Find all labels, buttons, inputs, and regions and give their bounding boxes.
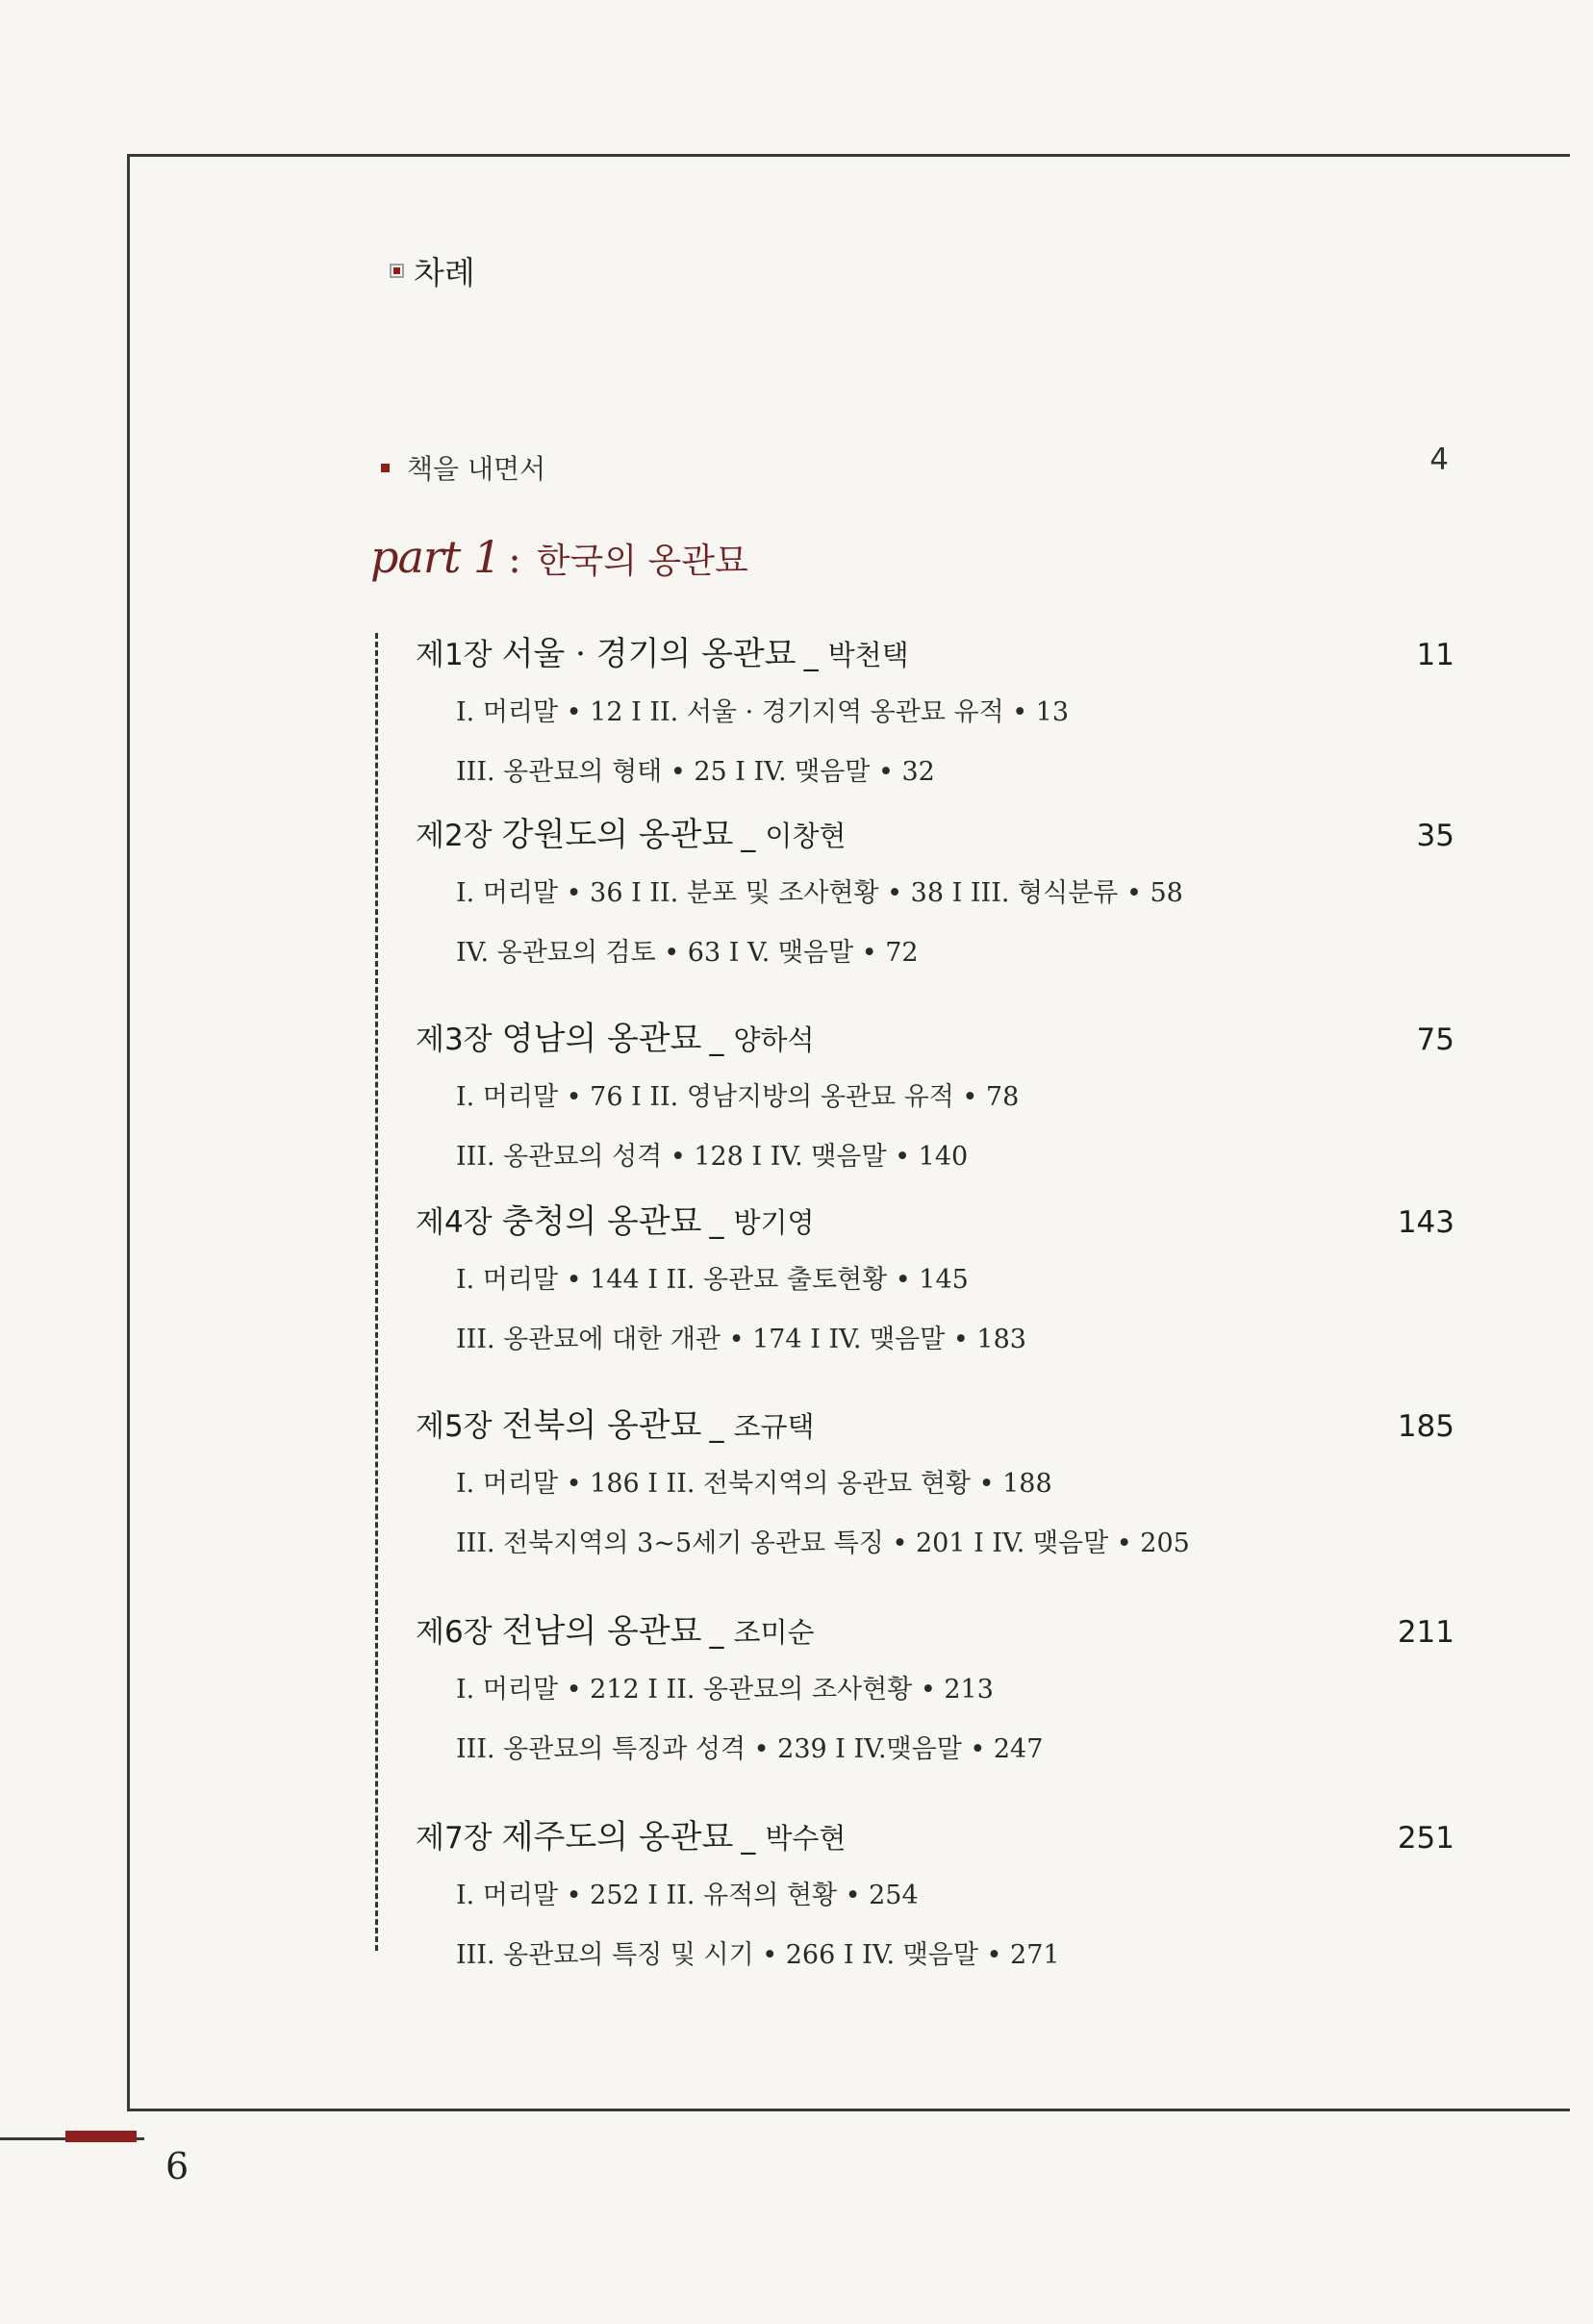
dashed-guide-line	[375, 633, 378, 1951]
chapter-number: 제6장	[416, 1615, 493, 1650]
page-number: 6	[165, 2145, 190, 2187]
chapter-title-row	[416, 627, 1454, 673]
section-line: I. 머리말 • 212 I II. 옹관묘의 조사현황 • 213	[456, 1675, 994, 1705]
chapter-separator: _	[709, 1616, 724, 1650]
chapter-page: 251	[1397, 1821, 1454, 1856]
chapter-number: 제7장	[416, 1821, 493, 1856]
chapter-author: 이창현	[765, 820, 847, 852]
chapter-title: 강원도의 옹관묘	[501, 816, 734, 854]
chapter-number: 제1장	[416, 638, 493, 672]
chapter-separator: _	[709, 1023, 724, 1057]
section-line: III. 옹관묘의 특징 및 시기 • 266 I IV. 맺음말 • 271	[456, 1940, 1060, 1970]
chapter-2[interactable]	[416, 808, 1454, 983]
chapter-title: 제주도의 옹관묘	[501, 1818, 734, 1857]
chapter-number: 제5장	[416, 1409, 493, 1444]
chapter-number: 제4장	[416, 1205, 493, 1240]
chapter-page: 143	[1397, 1205, 1454, 1240]
chapter-title-row	[416, 1195, 1454, 1241]
chapter-page: 75	[1416, 1023, 1454, 1057]
chapter-page: 11	[1416, 638, 1454, 672]
bottom-accent-tab	[65, 2131, 137, 2142]
chapter-separator: _	[709, 1410, 724, 1444]
chapter-6[interactable]	[416, 1604, 1454, 1780]
section-line: III. 전북지역의 3~5세기 옹관묘 특징 • 201 I IV. 맺음말 • 205	[456, 1528, 1190, 1558]
chapter-page: 211	[1397, 1615, 1454, 1650]
square-bullet-icon	[381, 464, 390, 472]
preface-label: 책을 내면서	[407, 453, 546, 485]
chapter-title: 전남의 옹관묘	[501, 1612, 702, 1651]
chapter-page: 35	[1416, 819, 1454, 853]
part-label: part 1	[370, 531, 501, 583]
section-line: III. 옹관묘에 대한 개관 • 174 I IV. 맺음말 • 183	[456, 1325, 1026, 1354]
chapter-title-row	[416, 1604, 1454, 1651]
section-line: I. 머리말 • 186 I II. 전북지역의 옹관묘 현황 • 188	[456, 1469, 1052, 1499]
chapter-number: 제2장	[416, 819, 493, 853]
chapter-author: 박천택	[827, 639, 909, 671]
section-line: I. 머리말 • 252 I II. 유적의 현황 • 254	[456, 1881, 919, 1910]
part-name: 한국의 옹관묘	[536, 542, 748, 581]
chapter-7[interactable]	[416, 1810, 1454, 1985]
section-line: III. 옹관묘의 성격 • 128 I IV. 맺음말 • 140	[456, 1142, 969, 1172]
chapter-title-row	[416, 1810, 1454, 1857]
chapter-author: 박수현	[765, 1822, 847, 1855]
chapter-3[interactable]	[416, 1012, 1454, 1187]
chapter-title: 서울 · 경기의 옹관묘	[501, 635, 796, 673]
preface-page: 4	[1429, 442, 1449, 477]
chapter-title: 전북의 옹관묘	[501, 1406, 702, 1445]
chapter-1[interactable]	[416, 627, 1454, 802]
chapter-author: 조미순	[733, 1616, 815, 1649]
chapter-separator: _	[709, 1206, 724, 1240]
chapter-author: 양하석	[733, 1023, 815, 1056]
chapter-page: 185	[1397, 1409, 1454, 1444]
toc-header	[390, 248, 475, 293]
chapter-separator: _	[803, 639, 819, 672]
square-bullet-icon	[390, 264, 404, 278]
chapter-title: 충청의 옹관묘	[501, 1202, 702, 1241]
section-line: III. 옹관묘의 특징과 성격 • 239 I IV.맺음말 • 247	[456, 1734, 1044, 1764]
chapter-separator: _	[741, 1822, 756, 1856]
section-line: I. 머리말 • 76 I II. 영남지방의 옹관묘 유적 • 78	[456, 1082, 1020, 1112]
chapter-author: 조규택	[733, 1410, 815, 1443]
toc-header-label: 차례	[414, 254, 475, 291]
part-colon: :	[508, 538, 521, 582]
chapter-5[interactable]	[416, 1399, 1454, 1574]
section-line: III. 옹관묘의 형태 • 25 I IV. 맺음말 • 32	[456, 757, 935, 787]
chapter-separator: _	[741, 820, 756, 853]
chapter-number: 제3장	[416, 1023, 493, 1057]
preface-entry[interactable]	[381, 442, 1449, 487]
section-line: I. 머리말 • 144 I II. 옹관묘 출토현황 • 145	[456, 1265, 969, 1295]
section-line: IV. 옹관묘의 검토 • 63 I V. 맺음말 • 72	[456, 938, 919, 968]
chapter-title-row	[416, 808, 1454, 854]
section-line: I. 머리말 • 12 I II. 서울 · 경기지역 옹관묘 유적 • 13	[456, 697, 1070, 727]
chapter-title: 영남의 옹관묘	[501, 1020, 702, 1058]
chapter-author: 방기영	[733, 1206, 815, 1239]
chapter-4[interactable]	[416, 1195, 1454, 1370]
chapter-title-row	[416, 1012, 1454, 1058]
section-line: I. 머리말 • 36 I II. 분포 및 조사현황 • 38 I III. 형식분류 • 58	[456, 878, 1183, 908]
chapter-title-row	[416, 1399, 1454, 1445]
part-title	[370, 531, 748, 583]
